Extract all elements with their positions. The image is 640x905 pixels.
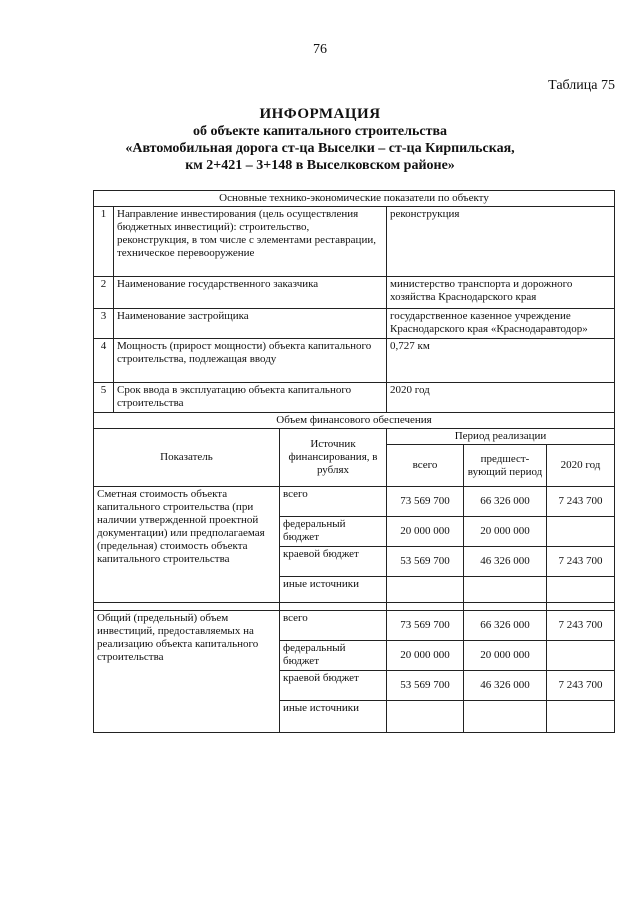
title-main: ИНФОРМАЦИЯ	[259, 106, 381, 122]
total-cell: 20 000 000	[387, 517, 464, 547]
source-cell: всего	[280, 487, 387, 517]
row-value: 2020 год	[387, 383, 615, 413]
table-row	[94, 339, 615, 383]
section2-header-row	[94, 413, 615, 429]
prev-cell: 46 326 000	[464, 547, 547, 577]
section1-header: Основные технико-экономические показатели по объекту	[94, 191, 615, 207]
year-cell: 7 243 700	[547, 671, 615, 701]
group-label: Сметная стоимость объекта капитального строительства (при наличии утвержденной проектной документации) или предполагаемая (предельная) стоимость объекта капитального строительства	[94, 487, 280, 603]
prev-cell: 46 326 000	[464, 671, 547, 701]
source-cell: краевой бюджет	[280, 671, 387, 701]
total-cell: 73 569 700	[387, 611, 464, 641]
prev-cell: 66 326 000	[464, 487, 547, 517]
year-cell: 7 243 700	[547, 611, 615, 641]
row-label: Срок ввода в эксплуатацию объекта капитального строительства	[114, 383, 387, 413]
row-value: министерство транспорта и дорожного хозяйства Краснодарского края	[387, 277, 615, 309]
spacer-row	[94, 603, 615, 611]
table-row	[94, 309, 615, 339]
table-row	[94, 207, 615, 277]
prev-cell	[464, 701, 547, 733]
source-cell: федеральный бюджет	[280, 641, 387, 671]
info-table	[93, 190, 615, 733]
year-cell	[547, 517, 615, 547]
total-cell	[387, 701, 464, 733]
finance-header-row	[94, 429, 615, 445]
total-cell	[387, 577, 464, 603]
section1-header-row	[94, 191, 615, 207]
col-period: Период реализации	[387, 429, 615, 445]
row-label: Наименование государственного заказчика	[114, 277, 387, 309]
document-title	[0, 106, 640, 174]
title-line-4: км 2+421 – 3+148 в Выселковском районе»	[185, 158, 455, 173]
title-line-2: об объекте капитального строительства	[192, 124, 448, 139]
row-label: Направление инвестирования (цель осуществления бюджетных инвестиций): строительство, реконструкция, в том числе с элементами реставрации, техническое перевооружение	[114, 207, 387, 277]
total-cell: 73 569 700	[387, 487, 464, 517]
table-row	[94, 611, 615, 641]
row-number: 4	[94, 339, 114, 383]
year-cell	[547, 641, 615, 671]
prev-cell: 20 000 000	[464, 517, 547, 547]
total-cell: 20 000 000	[387, 641, 464, 671]
row-number: 5	[94, 383, 114, 413]
total-cell: 53 569 700	[387, 671, 464, 701]
prev-cell: 20 000 000	[464, 641, 547, 671]
source-cell: иные источники	[280, 701, 387, 733]
row-label: Наименование застройщика	[114, 309, 387, 339]
year-cell	[547, 577, 615, 603]
total-cell: 53 569 700	[387, 547, 464, 577]
prev-cell	[464, 577, 547, 603]
source-cell: федеральный бюджет	[280, 517, 387, 547]
row-label: Мощность (прирост мощности) объекта капитального строительства, подлежащая вводу	[114, 339, 387, 383]
table-label: Таблица 75	[548, 78, 615, 93]
col-indicator: Показатель	[94, 429, 280, 487]
prev-cell: 66 326 000	[464, 611, 547, 641]
spacer-cell	[547, 603, 615, 611]
year-cell: 7 243 700	[547, 487, 615, 517]
title-line-3: «Автомобильная дорога ст-ца Выселки – ст-ца Кирпильская,	[125, 141, 515, 156]
spacer-cell	[280, 603, 387, 611]
group-label: Общий (предельный) объем инвестиций, предоставляемых на реализацию объекта капитального строительства	[94, 611, 280, 733]
section2-header: Объем финансового обеспечения	[94, 413, 615, 429]
source-cell: краевой бюджет	[280, 547, 387, 577]
col-total: всего	[387, 445, 464, 487]
col-year: 2020 год	[547, 445, 615, 487]
row-value: реконструкция	[387, 207, 615, 277]
row-number: 3	[94, 309, 114, 339]
row-value: 0,727 км	[387, 339, 615, 383]
spacer-cell	[94, 603, 280, 611]
page-number: 76	[313, 42, 327, 57]
year-cell	[547, 701, 615, 733]
source-cell: всего	[280, 611, 387, 641]
year-cell: 7 243 700	[547, 547, 615, 577]
col-source: Источник финансирования, в рублях	[280, 429, 387, 487]
table-row	[94, 487, 615, 517]
source-cell: иные источники	[280, 577, 387, 603]
spacer-cell	[387, 603, 464, 611]
col-prev: предшест-вующий период	[464, 445, 547, 487]
table-row	[94, 277, 615, 309]
row-number: 1	[94, 207, 114, 277]
table-row	[94, 383, 615, 413]
spacer-cell	[464, 603, 547, 611]
row-value: государственное казенное учреждение Краснодарского края «Краснодаравтодор»	[387, 309, 615, 339]
row-number: 2	[94, 277, 114, 309]
